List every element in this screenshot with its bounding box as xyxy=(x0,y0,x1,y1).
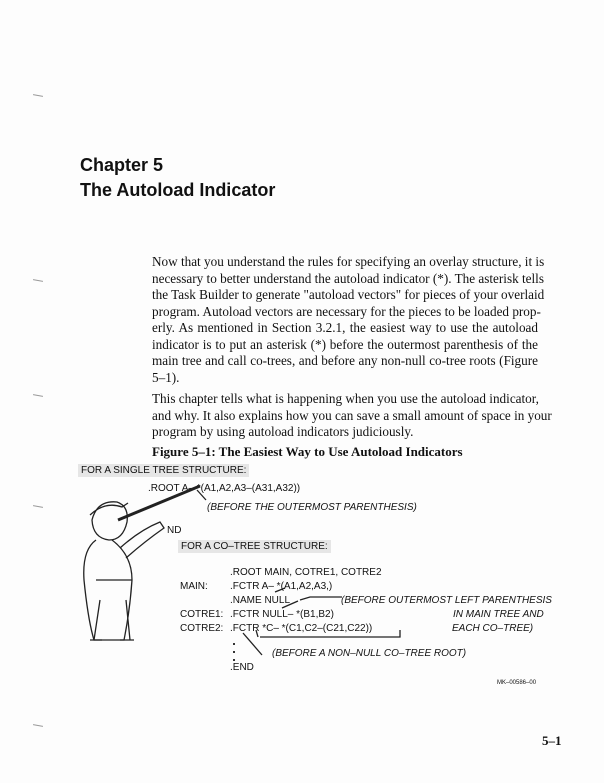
arrow xyxy=(197,490,206,500)
cotree-code: .FCTR *C– *(C1,C2–(C21,C22)) xyxy=(230,623,373,634)
body-line: program by using autoload indicators judiciously. xyxy=(152,424,414,439)
cotree-label: COTRE1: xyxy=(180,609,224,620)
paren-note: IN MAIN TREE AND xyxy=(453,609,544,620)
arrow xyxy=(282,601,298,608)
body-line: erly. As mentioned in Section 3.2.1, the easiest way to use the autoload xyxy=(152,320,538,335)
cotree-code: .FCTR A– *(A1,A2,A3,) xyxy=(230,581,333,592)
paren-note: (BEFORE OUTERMOST LEFT PARENTHESIS xyxy=(341,595,552,606)
figure-caption: Figure 5–1: The Easiest Way to Use Autoload Indicators xyxy=(152,444,463,459)
single-end: ND xyxy=(167,525,182,536)
cotree-label: COTRE2: xyxy=(180,623,224,634)
figure-id: MK–00586–00 xyxy=(497,680,537,686)
cotree-code: .FCTR NULL– *(B1,B2) xyxy=(230,609,334,620)
body-line: 5–1). xyxy=(152,369,180,385)
arrow xyxy=(256,630,258,637)
root-note: (BEFORE A NON–NULL CO–TREE ROOT) xyxy=(272,648,467,659)
body-line: the Task Builder to generate "autoload vectors" for pieces of your overlaid xyxy=(152,287,545,302)
chapter-title: The Autoload Indicator xyxy=(80,180,276,200)
paren-note: EACH CO–TREE) xyxy=(452,623,534,634)
body-line: Now that you understand the rules for specifying an overlay structure, it is xyxy=(152,254,545,269)
cotree-code: .NAME NULL xyxy=(230,595,291,606)
cotree-label: MAIN: xyxy=(180,581,208,592)
page-number: 5–1 xyxy=(542,733,562,748)
cotree-code: .ROOT MAIN, COTRE1, COTRE2 xyxy=(230,567,382,578)
body-line: and why. It also explains how you can save a small amount of space in your xyxy=(152,407,552,423)
arrow xyxy=(275,588,285,592)
body-line: main tree and call co-trees, and before any non-null co-tree roots (Figure xyxy=(152,353,538,368)
cotree-end: .END xyxy=(230,662,254,673)
chapter-number: Chapter 5 xyxy=(80,155,164,175)
man-pointing-illustration xyxy=(84,486,200,640)
single-root-code: .ROOT A– *(A1,A2,A3–(A31,A32)) xyxy=(148,483,301,494)
arrow xyxy=(243,633,262,655)
arrow xyxy=(300,597,342,600)
body-line: indicator is to put an asterisk (*) before the outermost parenthesis of the xyxy=(152,336,538,352)
body-line: This chapter tells what is happening when you use the autoload indicator, xyxy=(152,391,539,406)
body-line: program. Autoload vectors are necessary for the pieces to be loaded prop- xyxy=(152,303,541,319)
bracket-line xyxy=(260,630,400,637)
body-line: necessary to better understand the autoload indicator (*). The asterisk tells xyxy=(152,270,544,286)
single-note: (BEFORE THE OUTERMOST PARENTHESIS) xyxy=(207,502,417,513)
single-tree-header: FOR A SINGLE TREE STRUCTURE: xyxy=(78,464,249,477)
cotree-header: FOR A CO–TREE STRUCTURE: xyxy=(178,540,331,553)
